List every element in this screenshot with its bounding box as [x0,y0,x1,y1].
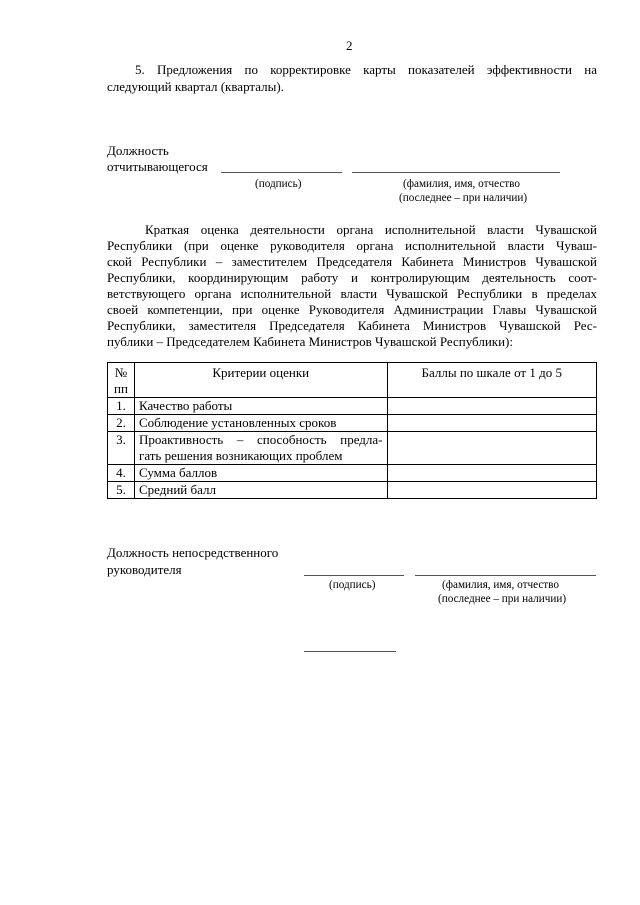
assessment-line-2: Республики (при оценке руководителя органа исполнительной власти Чуваш- [107,238,597,253]
criteria-table [107,362,597,499]
assessment-line-7: Республики, заместителя Председателя Кабинета Министров Чувашской Рес- [107,318,597,333]
row-score-cell[interactable] [387,465,597,482]
assessment-line-5: ветствующего органа исполнительной власти Чувашской Республики в пределах [107,286,597,301]
reporting-position-label: Должность [107,143,169,158]
table-row [108,482,597,499]
table-row [108,432,597,465]
supervisor-position-label-2: руководителя [107,562,182,577]
row-criterion: Качество работы [134,398,387,415]
reporting-position-label-2: отчитывающегося [107,159,208,174]
row-criterion [134,432,387,465]
supervisor-fio-caption-1: (фамилия, имя, отчество [442,579,559,591]
row-criterion: Средний балл [134,482,387,499]
row-criterion-line1: Проактивность – способность предла- [138,432,383,447]
row-criterion: Соблюдение установленных сроков [134,415,387,432]
supervisor-fio-line[interactable] [415,575,596,576]
row-number: 4. [108,465,135,482]
closing-divider [304,651,396,652]
criteria-header-label: Критерии оценки [212,365,310,380]
assessment-line-4: Республики, координирующим работу и контролирующим деятельность соот- [107,270,597,285]
num-header [108,363,135,398]
table-row [108,465,597,482]
row-number: 2. [108,415,135,432]
row-score-cell[interactable] [387,415,597,432]
row-number: 1. [108,398,135,415]
reporting-fio-line[interactable] [352,172,560,173]
section5-line2: следующий квартал (кварталы). [107,79,284,94]
num-header-line1: № [114,365,128,380]
reporting-fio-caption-2: (последнее – при наличии) [399,192,528,204]
supervisor-signature-line[interactable] [304,575,404,576]
row-criterion-line2: гать решения возникающих проблем [138,448,343,463]
page-number: 2 [346,38,353,53]
table-header-row [108,363,597,398]
score-header-label: Баллы по шкале от 1 до 5 [421,365,562,380]
reporting-signature-line[interactable] [221,172,342,173]
table-row [108,398,597,415]
reporting-fio-caption-1: (фамилия, имя, отчество [403,178,520,190]
row-score-cell[interactable] [387,482,597,499]
row-number: 3. [108,432,135,465]
row-criterion: Сумма баллов [134,465,387,482]
assessment-line-3: ской Республики – заместителем Председателя Кабинета Министров Чувашской [107,254,597,269]
section5-line1: 5. Предложения по корректировке карты показателей эффективности на [135,62,597,77]
criteria-header [134,363,387,398]
supervisor-fio-caption-2: (последнее – при наличии) [438,593,567,605]
assessment-line-8: публики – Председателем Кабинета Министров Чувашской Республики): [107,334,513,349]
supervisor-signature-caption: (подпись) [329,579,376,591]
table-row [108,415,597,432]
row-score-cell[interactable] [387,398,597,415]
assessment-line-1: Краткая оценка деятельности органа исполнительной власти Чувашской [145,222,597,237]
reporting-signature-caption: (подпись) [255,178,302,190]
row-score-cell[interactable] [387,432,597,465]
num-header-line2: пп [114,381,128,396]
score-header [387,363,597,398]
supervisor-position-label: Должность непосредственного [107,545,279,560]
assessment-line-6: своей компетенции, при оценке Руководителя Администрации Главы Чувашской [107,302,597,317]
row-number: 5. [108,482,135,499]
